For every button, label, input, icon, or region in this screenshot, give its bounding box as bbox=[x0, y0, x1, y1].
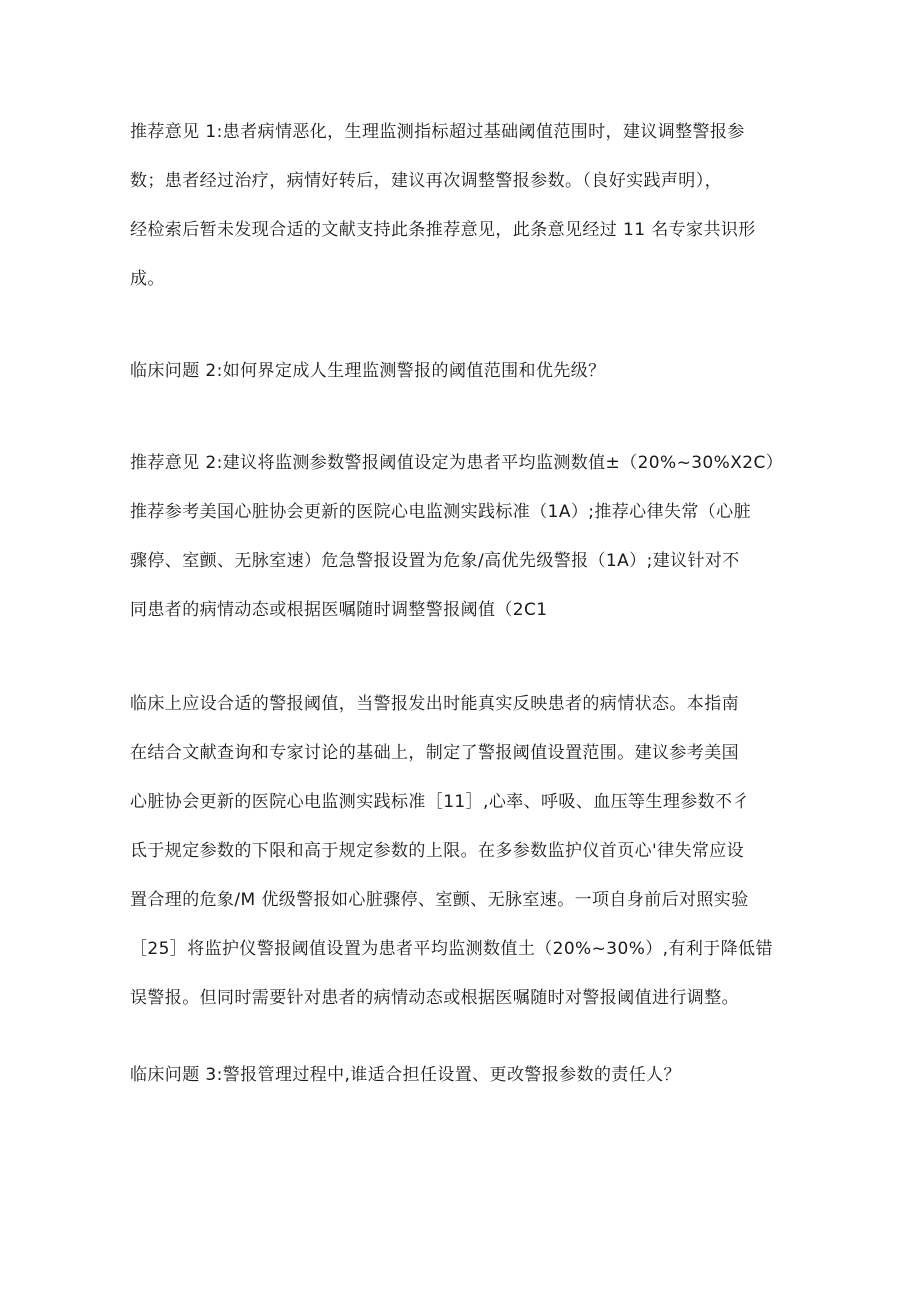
recommendation-2-paragraph bbox=[130, 439, 800, 635]
clinical-question-2-heading bbox=[130, 347, 800, 396]
text-line: 临床问题 2:如何界定成人生理监测警报的阈值范围和优先级？ bbox=[130, 361, 606, 381]
text-line: 推荐意见 2:建议将监测参数警报阈值设定为患者平均监测数值±（20%~30%X2C） bbox=[130, 453, 784, 473]
text-line: 临床上应设合适的警报阈值，当警报发出时能真实反映患者的病情状态。本指南 bbox=[130, 694, 739, 714]
text-line: 经检索后暂未发现合适的文献支持此条推荐意见，此条意见经过 11 名专家共识形 bbox=[130, 220, 756, 240]
recommendation-1-paragraph bbox=[130, 108, 800, 304]
explanation-paragraph bbox=[130, 680, 800, 1023]
text-line: 氐于规定参数的下限和高于规定参数的上限。在多参数监护仪首页心'律失常应设 bbox=[130, 841, 745, 861]
text-line: 推荐意见 1:患者病情恶化，生理监测指标超过基础阈值范围时，建议调整警报参 bbox=[130, 122, 745, 142]
paragraph-gap bbox=[130, 304, 800, 347]
text-line: ［25］将监护仪警报阈值设置为患者平均监测数值土（20%~30%）,有利于降低错 bbox=[130, 939, 773, 959]
text-line: 在结合文献查询和专家讨论的基础上，制定了警报阈值设置范围。建议参考美国 bbox=[130, 743, 739, 763]
text-line: 骤停、室颤、无脉室速）危急警报设置为危象/高优先级警报（1A）;建议针对不 bbox=[130, 551, 740, 571]
paragraph-gap bbox=[130, 1023, 800, 1051]
text-line: 数；患者经过治疗，病情好转后，建议再次调整警报参数。（良好实践声明）， bbox=[130, 171, 722, 191]
clinical-question-3-heading bbox=[130, 1051, 800, 1100]
text-line: 临床问题 3:警报管理过程中,谁适合担任设置、更改警报参数的责任人？ bbox=[130, 1065, 681, 1085]
text-line: 推荐参考美国心脏协会更新的医院心电监测实践标准（1A）;推荐心律失常（心脏 bbox=[130, 502, 751, 522]
paragraph-gap bbox=[130, 635, 800, 680]
text-line: 同患者的病情动态或根据医嘱随时调整警报阈值（2C1 bbox=[130, 600, 548, 620]
text-line: 置合理的危象/M 优级警报如心脏骤停、室颤、无脉室速。一项自身前后对照实验 bbox=[130, 890, 749, 910]
text-line: 误警报。但同时需要针对患者的病情动态或根据医嘱随时对警报阈值进行调整。 bbox=[130, 988, 739, 1008]
text-line: 成。 bbox=[130, 269, 165, 289]
document-page bbox=[130, 108, 800, 1100]
paragraph-gap bbox=[130, 396, 800, 439]
text-line: 心脏协会更新的医院心电监测实践标准［11］,心率、呼吸、血压等生理参数不彳 bbox=[130, 792, 750, 812]
